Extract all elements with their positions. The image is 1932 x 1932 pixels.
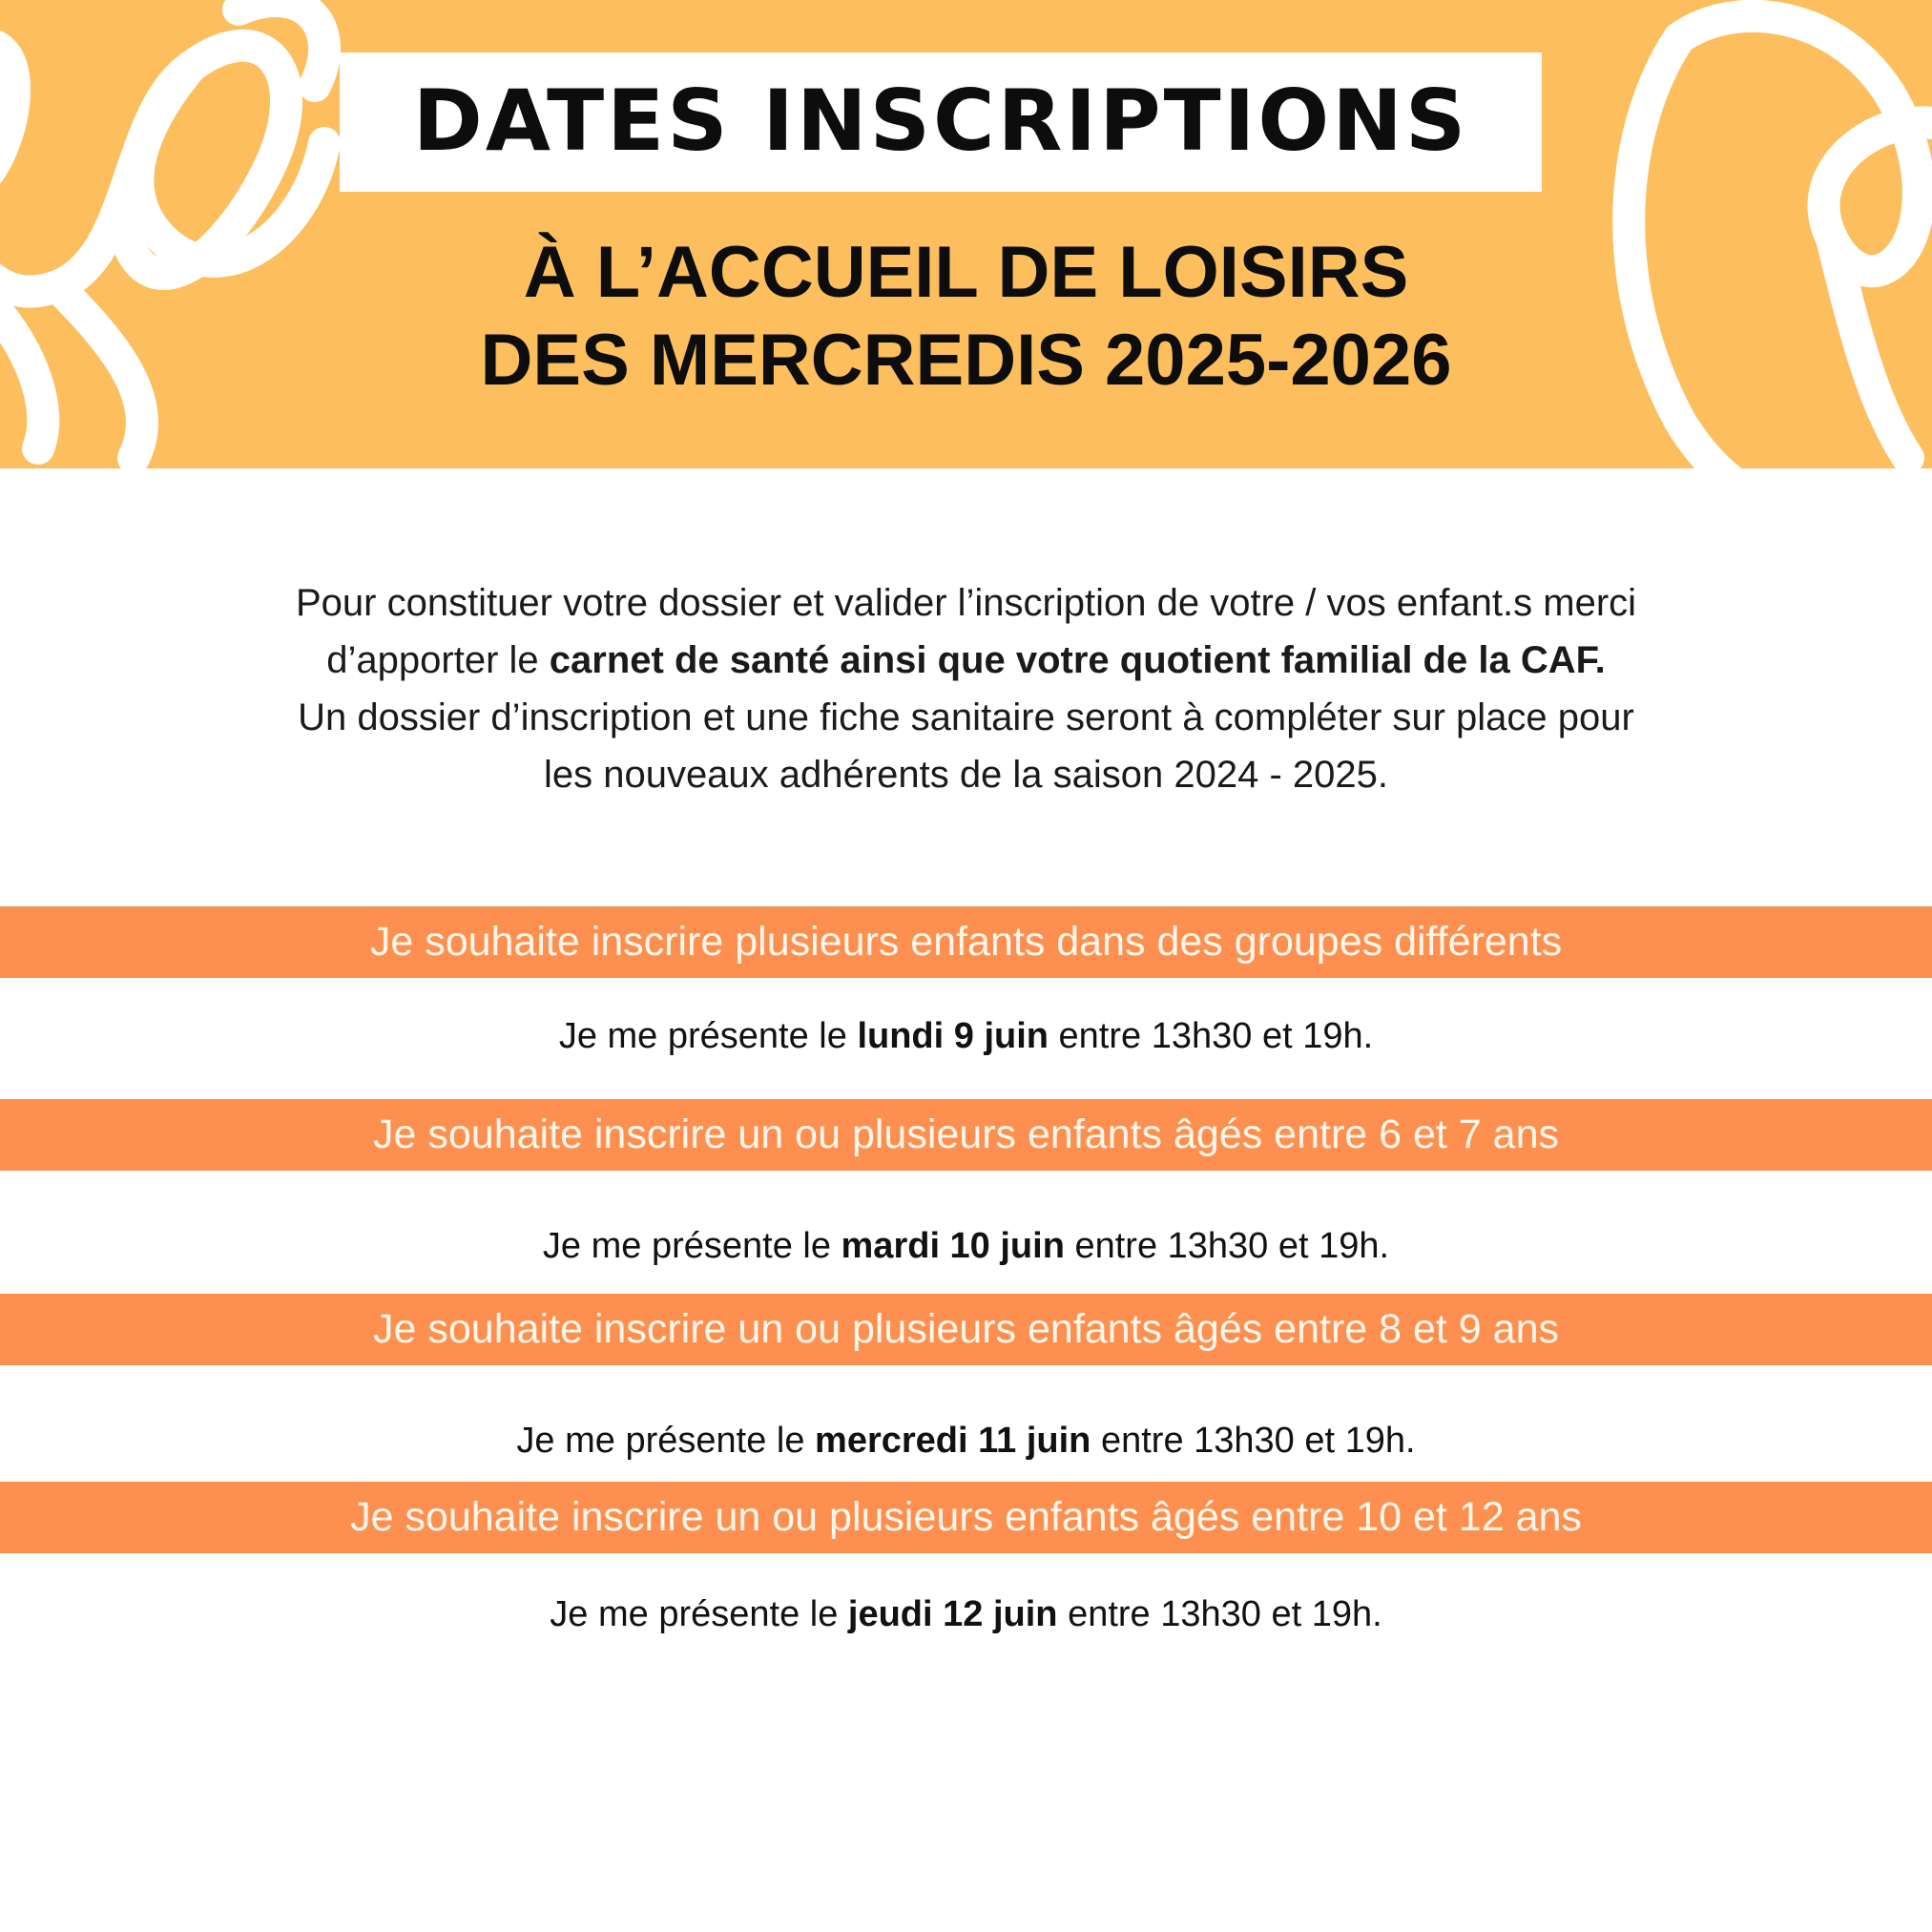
page-subtitle: [286, 229, 1646, 405]
intro-paragraph: [143, 574, 1789, 803]
subtitle-line-2: DES MERCREDIS 2025-2026: [480, 320, 1452, 401]
date-suffix: entre 13h30 et 19h.: [1091, 1421, 1416, 1461]
date-prefix: Je me présente le: [550, 1594, 848, 1634]
page-title: DATES INSCRIPTIONS: [412, 72, 1469, 170]
section-band-2: Je souhaite inscrire un ou plusieurs enfants âgés entre 6 et 7 ans: [0, 1099, 1932, 1171]
section-date-3: [0, 1417, 1932, 1465]
date-prefix: Je me présente le: [516, 1421, 816, 1461]
intro-line-2-start: d’apporter le: [326, 639, 550, 681]
date-prefix: Je me présente le: [558, 1016, 858, 1056]
date-suffix: entre 13h30 et 19h.: [1064, 1226, 1390, 1266]
intro-line-1: Pour constituer votre dossier et valider l’inscription de votre / vos enfant.s merci: [295, 582, 1637, 624]
section-date-2: [0, 1222, 1932, 1270]
intro-line-2-bold: carnet de santé ainsi que votre quotient familial de la CAF.: [549, 639, 1606, 681]
subtitle-line-1: À L’ACCUEIL DE LOISIRS: [523, 232, 1409, 313]
date-suffix: entre 13h30 et 19h.: [1057, 1594, 1382, 1634]
header-banner: [0, 0, 1932, 468]
section-band-4: Je souhaite inscrire un ou plusieurs enfants âgés entre 10 et 12 ans: [0, 1482, 1932, 1553]
section-band-3: Je souhaite inscrire un ou plusieurs enfants âgés entre 8 et 9 ans: [0, 1294, 1932, 1365]
date-prefix: Je me présente le: [542, 1226, 841, 1266]
intro-line-4: les nouveaux adhérents de la saison 2024 - 2025.: [543, 754, 1389, 796]
date-day: jeudi 12 juin: [847, 1594, 1058, 1634]
section-date-1: [0, 1012, 1932, 1060]
date-day: mardi 10 juin: [841, 1226, 1065, 1266]
section-band-1: Je souhaite inscrire plusieurs enfants dans des groupes différents: [0, 906, 1932, 978]
date-day: lundi 9 juin: [857, 1016, 1049, 1056]
date-day: mercredi 11 juin: [815, 1421, 1091, 1461]
section-date-4: [0, 1590, 1932, 1638]
intro-line-3: Un dossier d’inscription et une fiche sanitaire seront à compléter sur place pour: [298, 696, 1634, 738]
intro-line-2: [143, 632, 1789, 689]
date-suffix: entre 13h30 et 19h.: [1048, 1016, 1374, 1056]
